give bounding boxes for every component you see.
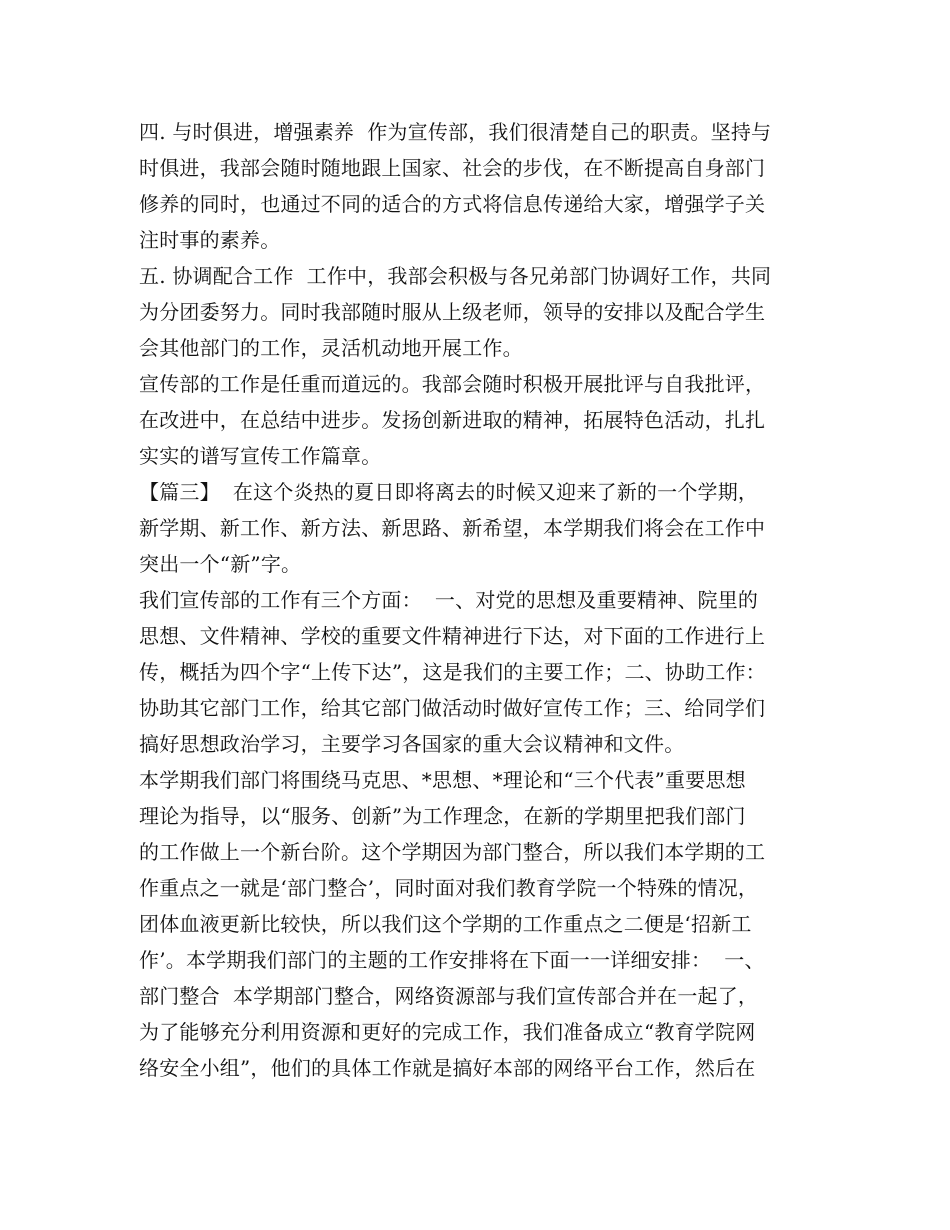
text-line: 时俱进，我部会随时随地跟上国家、社会的步伐，在不断提高自身部门 xyxy=(139,156,766,180)
text-line: 传，概括为四个字“上传下达”，这是我们的主要工作；二、协助工作： xyxy=(139,660,766,684)
text-line: 注时事的素养。 xyxy=(139,228,281,252)
text-line: 理论为指导，以“服务、创新”为工作理念，在新的学期里把我们部门 xyxy=(139,804,746,828)
text-line: 搞好思想政治学习，主要学习各国家的重大会议精神和文件。 xyxy=(139,732,685,756)
text-line: 五. 协调配合工作 工作中，我部会积极与各兄弟部门协调好工作，共同 xyxy=(139,264,772,288)
text-line: 的工作做上一个新台阶。这个学期因为部门整合，所以我们本学期的工 xyxy=(139,840,766,864)
text-line: 宣传部的工作是任重而道远的。我部会随时积极开展批评与自我批评， xyxy=(139,372,766,396)
text-line: 为分团委努力。同时我部随时服从上级老师，领导的安排以及配合学生 xyxy=(139,300,766,324)
text-line: 络安全小组”，他们的具体工作就是搞好本部的网络平台工作，然后在 xyxy=(139,1056,756,1080)
text-line: 本学期我们部门将围绕马克思、*思想、*理论和“三个代表”重要思想 xyxy=(139,768,746,792)
text-line: 作重点之一就是‘部门整合’，同时面对我们教育学院一个特殊的情况， xyxy=(139,876,759,900)
text-line: 突出一个“新”字。 xyxy=(139,552,302,576)
text-line: 会其他部门的工作，灵活机动地开展工作。 xyxy=(139,336,523,360)
text-line: 作’。本学期我们部门的主题的工作安排将在下面一一详细安排： 一、 xyxy=(139,948,765,972)
text-line: 我们宣传部的工作有三个方面： 一、对党的思想及重要精神、院里的 xyxy=(139,588,759,612)
text-line: 新学期、新工作、新方法、新思路、新希望，本学期我们将会在工作中 xyxy=(139,516,766,540)
text-line: 四. 与时俱进，增强素养 作为宣传部，我们很清楚自己的职责。坚持与 xyxy=(139,120,772,144)
text-line: 在改进中，在总结中进步。发扬创新进取的精神，拓展特色活动，扎扎 xyxy=(139,408,766,432)
text-line: 部门整合 本学期部门整合，网络资源部与我们宣传部合并在一起了， xyxy=(139,984,759,1008)
text-line: 协助其它部门工作，给其它部门做活动时做好宣传工作；三、给同学们 xyxy=(139,696,766,720)
text-line: 实实的谱写宣传工作篇章。 xyxy=(139,444,382,468)
text-line: 思想、文件精神、学校的重要文件精神进行下达，对下面的工作进行上 xyxy=(139,624,766,648)
text-line: 团体血液更新比较快，所以我们这个学期的工作重点之二便是‘招新工 xyxy=(139,912,752,936)
text-line: 【篇三】 在这个炎热的夏日即将离去的时候又迎来了新的一个学期， xyxy=(139,480,759,504)
text-line: 为了能够充分利用资源和更好的完成工作，我们准备成立“教育学院网 xyxy=(139,1020,756,1044)
body-text xyxy=(139,114,839,1086)
text-line: 修养的同时，也通过不同的适合的方式将信息传递给大家，增强学子关 xyxy=(139,192,766,216)
